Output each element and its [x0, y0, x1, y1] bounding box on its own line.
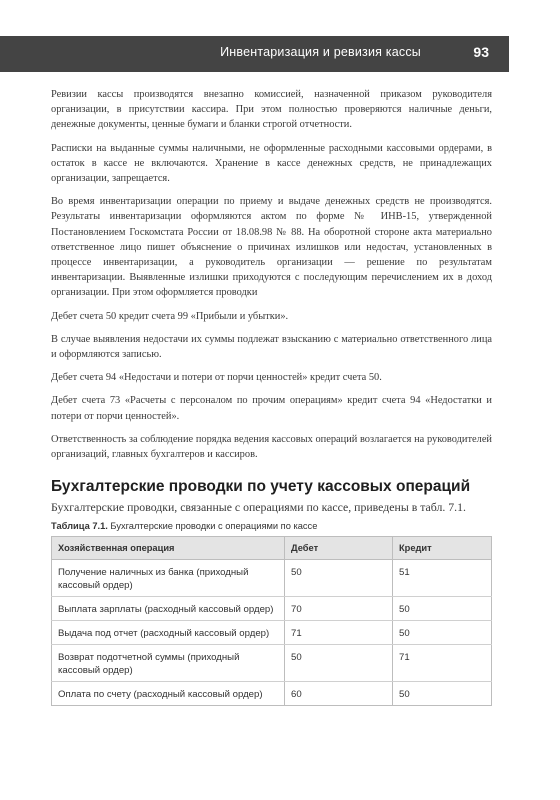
cell-debit: 50: [285, 560, 393, 597]
paragraph: Расписки на выданные суммы наличными, не оформленные расходными кассовыми ордерами, в остаток в кассе не включаются. Хранение в кассе денежных средств, не принадлежащих организации, запрещается.: [51, 142, 492, 185]
table-header-row: [52, 537, 492, 560]
cell-operation: Выплата зарплаты (расходный кассовый ордер): [52, 597, 285, 621]
paragraph: Дебет счета 50 кредит счета 99 «Прибыли и убытки».: [51, 310, 289, 322]
page-number: 93: [473, 44, 489, 60]
cell-debit: 50: [285, 645, 393, 682]
table-caption-text: Бухгалтерские проводки с операциями по кассе: [107, 521, 318, 532]
cell-credit: 50: [393, 597, 492, 621]
table-row: [52, 682, 492, 706]
paragraph: Дебет счета 73 «Расчеты с персоналом по прочим операциям» кредит счета 94 «Недостатки и потери от порчи ценностей».: [51, 395, 492, 422]
paragraph: Во время инвентаризации операции по приему и выдаче денежных средств не производятся. Результаты инвентаризации оформляются актом по форме № ИНВ-15, утвержденной Постановлением Госкомстата России от 18.08.98 № 88. На оборотной стороне акта материально ответственное лицо пишет объяснение о причинах излишков или недостач, установленных в процессе инвентаризации, а руководитель организации — решение по результатам инвентаризации. Выявленные излишки приходуются с последующим перечислением их в доход организации. При этом оформляется проводки: [51, 196, 492, 299]
cell-operation: Получение наличных из банка (приходный кассовый ордер): [52, 560, 285, 597]
header-operation: Хозяйственная операция: [52, 537, 285, 560]
table-caption: [51, 521, 492, 531]
table-row: [52, 560, 492, 597]
page-body: [51, 87, 492, 706]
cell-credit: 71: [393, 645, 492, 682]
running-header: [0, 36, 509, 72]
cell-credit: 50: [393, 682, 492, 706]
cell-debit: 71: [285, 621, 393, 645]
cell-operation: Возврат подотчетной суммы (приходный кассовый ордер): [52, 645, 285, 682]
header-debit: Дебет: [285, 537, 393, 560]
cell-operation: Выдача под отчет (расходный кассовый ордер): [52, 621, 285, 645]
paragraph: Ревизии кассы производятся внезапно комиссией, назначенной приказом руководителя организации, в присутствии кассира. При этом полностью проверяются наличные деньги, денежные документы, ценные бумаги и бланки строгой отчетности.: [51, 89, 492, 131]
paragraph: Дебет счета 94 «Недостачи и потери от порчи ценностей» кредит счета 50.: [51, 372, 382, 384]
cell-debit: 60: [285, 682, 393, 706]
cell-operation: Оплата по счету (расходный кассовый ордер): [52, 682, 285, 706]
table-caption-label: Таблица 7.1.: [51, 521, 108, 532]
table-row: [52, 597, 492, 621]
cell-debit: 70: [285, 597, 393, 621]
paragraph: В случае выявления недостачи их суммы подлежат взысканию с материально ответственного лица и оформляются записью.: [51, 333, 492, 361]
header-credit: Кредит: [393, 537, 492, 560]
paragraph: Ответственность за соблюдение порядка ведения кассовых операций возлагается на руководителей организаций, главных бухгалтеров и кассиров.: [51, 433, 492, 461]
section-intro: Бухгалтерские проводки, связанные с операциями по кассе, приведены в табл. 7.1.: [51, 500, 466, 515]
table-row: [52, 645, 492, 682]
operations-table: [51, 536, 492, 706]
section-heading: Бухгалтерские проводки по учету кассовых операций: [51, 478, 471, 496]
cell-credit: 50: [393, 621, 492, 645]
cell-credit: 51: [393, 560, 492, 597]
table-row: [52, 621, 492, 645]
running-header-title: Инвентаризация и ревизия кассы: [220, 45, 421, 59]
